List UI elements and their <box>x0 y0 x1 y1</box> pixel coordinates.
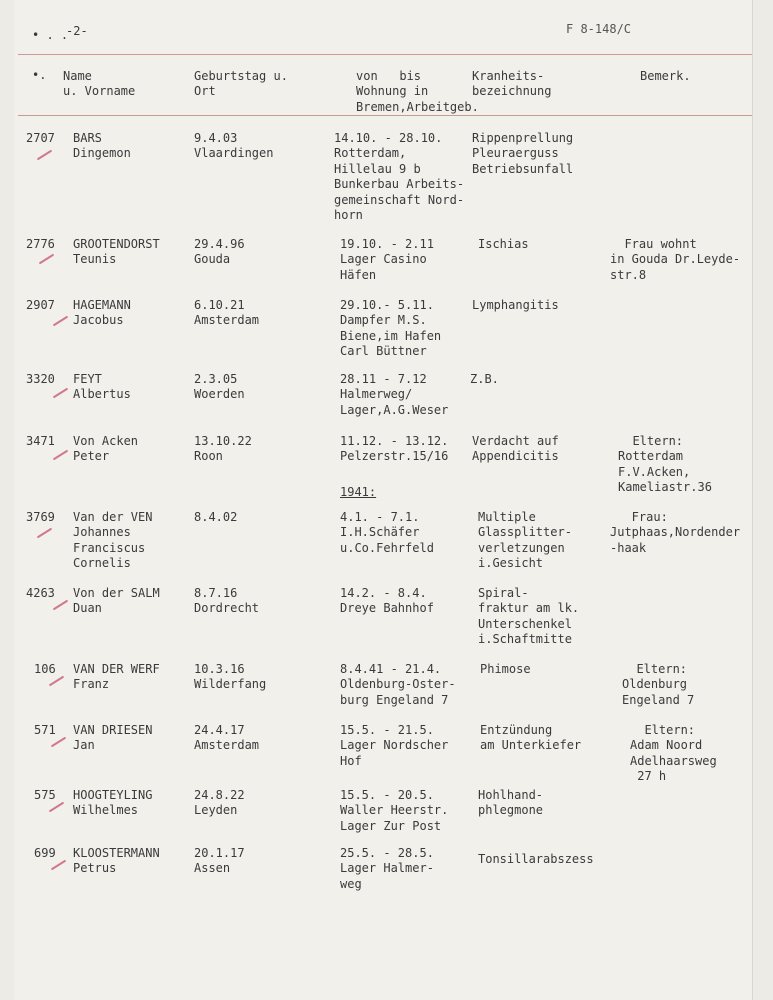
row-stay: 11.12. - 13.12. Pelzerstr.15/16 <box>340 434 449 464</box>
row-stay: 8.4.41 - 21.4. Oldenburg-Oster- burg Engeland 7 <box>340 662 456 707</box>
row-birth: 6.10.21 Amsterdam <box>194 298 260 328</box>
row-birth: 13.10.22 Roon <box>194 434 252 464</box>
row-remark: Eltern: Rotterdam F.V.Acken, Kameliastr.36 <box>618 434 712 495</box>
file-reference: F 8-148/C <box>566 22 632 36</box>
row-birth: 20.1.17 Assen <box>194 846 245 876</box>
row-remark: Frau wohnt in Gouda Dr.Leyde- str.8 <box>610 237 741 282</box>
row-number: 3471 <box>26 434 55 448</box>
row-name: HOOGTEYLING Wilhelmes <box>73 788 153 818</box>
row-illness: Entzündung am Unterkiefer <box>480 723 582 753</box>
row-illness: Hohlhand- phlegmone <box>478 788 544 818</box>
page-corner-marks: • . . <box>32 28 69 42</box>
row-remark: Eltern: Oldenburg Engeland 7 <box>622 662 695 707</box>
row-illness: Z.B. <box>470 372 499 386</box>
row-remark: Frau: Jutphaas,Nordender -haak <box>610 510 741 555</box>
row-number: 699 <box>34 846 56 860</box>
row-number: 4263 <box>26 586 55 600</box>
row-illness: Phimose <box>480 662 531 676</box>
row-number: 575 <box>34 788 56 802</box>
row-stay: 29.10.- 5.11. Dampfer M.S. Biene,im Hafen Carl Büttner <box>340 298 442 359</box>
row-number: 3769 <box>26 510 55 524</box>
row-name: BARS Dingemon <box>73 131 131 161</box>
year-heading: 1941: <box>340 485 377 499</box>
row-name: Van der VEN Johannes Franciscus Cornelis <box>73 510 153 571</box>
row-stay: 19.10. - 2.11 Lager Casino Häfen <box>340 237 434 282</box>
row-birth: 9.4.03 Vlaardingen <box>194 131 274 161</box>
row-birth: 8.4.02 <box>194 510 238 524</box>
row-name: VAN DRIESEN Jan <box>73 723 153 753</box>
page-number: -2- <box>66 24 88 38</box>
row-stay: 4.1. - 7.1. I.H.Schäfer u.Co.Fehrfeld <box>340 510 434 555</box>
row-stay: 15.5. - 21.5. Lager Nordscher Hof <box>340 723 449 768</box>
row-remark: Eltern: Adam Noord Adelhaarsweg 27 h <box>630 723 717 784</box>
row-illness: Ischias <box>478 237 529 251</box>
row-stay: 25.5. - 28.5. Lager Halmer- weg <box>340 846 434 891</box>
row-number: 2707 <box>26 131 55 145</box>
row-illness: Lymphangitis <box>472 298 559 312</box>
header-birth: Geburtstag u. Ort <box>194 69 288 99</box>
row-stay: 15.5. - 20.5. Waller Heerstr. Lager Zur Post <box>340 788 449 833</box>
row-name: FEYT Albertus <box>73 372 131 402</box>
row-name: HAGEMANN Jacobus <box>73 298 131 328</box>
row-illness: Multiple Glassplitter- verletzungen i.Gesicht <box>478 510 572 571</box>
row-stay: 14.2. - 8.4. Dreye Bahnhof <box>340 586 434 616</box>
row-number: 3320 <box>26 372 55 386</box>
row-birth: 8.7.16 Dordrecht <box>194 586 260 616</box>
row-name: Von der SALM Duan <box>73 586 160 616</box>
row-stay: 14.10. - 28.10. Rotterdam, Hillelau 9 b Bunkerbau Arbeits- gemeinschaft Nord- horn <box>334 131 465 223</box>
row-illness: Verdacht auf Appendicitis <box>472 434 559 464</box>
header-illness: Kranheits- bezeichnung <box>472 69 552 99</box>
row-birth: 10.3.16 Wilderfang <box>194 662 267 692</box>
row-illness: Spiral- fraktur am lk. Unterschenkel i.Schaftmitte <box>478 586 580 647</box>
row-number: 571 <box>34 723 56 737</box>
header-stay: von bis Wohnung in Bremen,Arbeitgeb. <box>356 69 479 114</box>
row-stay: 28.11 - 7.12 Halmerweg/ Lager,A.G.Weser <box>340 372 449 417</box>
row-illness: Rippenprellung Pleuraerguss Betriebsunfall <box>472 131 574 176</box>
row-name: KLOOSTERMANN Petrus <box>73 846 160 876</box>
top-rule <box>18 54 752 55</box>
row-name: GROOTENDORST Teunis <box>73 237 160 267</box>
header-corner-mark: •. <box>32 68 47 82</box>
row-name: VAN DER WERF Franz <box>73 662 160 692</box>
header-remark: Bemerk. <box>640 69 691 83</box>
header-rule <box>18 115 752 116</box>
row-birth: 24.4.17 Amsterdam <box>194 723 260 753</box>
row-illness: Tonsillarabszess <box>478 852 594 866</box>
row-birth: 24.8.22 Leyden <box>194 788 245 818</box>
header-name: Name u. Vorname <box>63 69 136 99</box>
row-number: 2776 <box>26 237 55 251</box>
row-birth: 29.4.96 Gouda <box>194 237 245 267</box>
row-number: 2907 <box>26 298 55 312</box>
row-birth: 2.3.05 Woerden <box>194 372 245 402</box>
row-name: Von Acken Peter <box>73 434 139 464</box>
row-number: 106 <box>34 662 56 676</box>
